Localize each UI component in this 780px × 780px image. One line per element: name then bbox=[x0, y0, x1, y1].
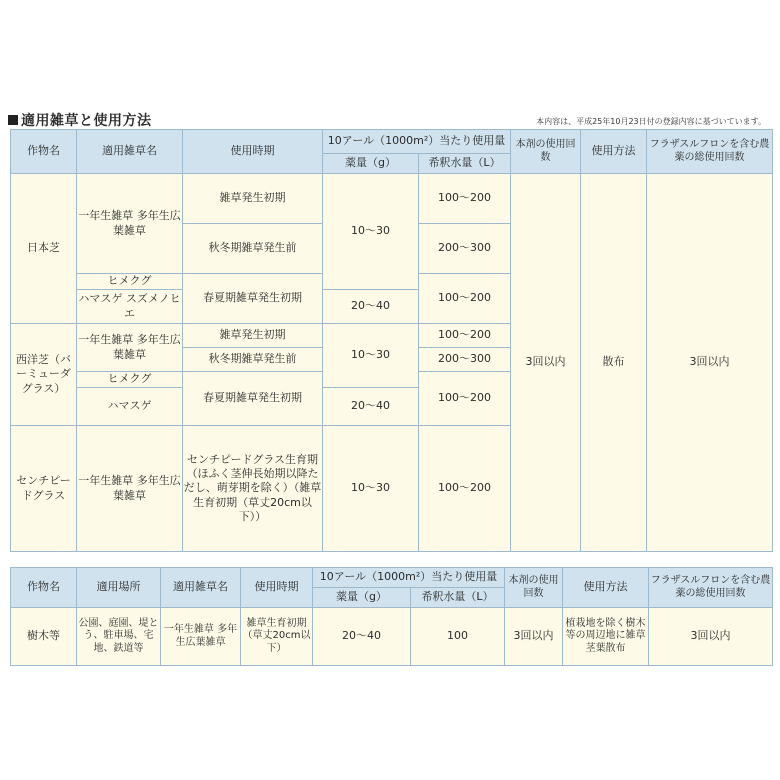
header-dose: 薬量（g） bbox=[323, 154, 419, 174]
timing-early: 雑草発生初期 bbox=[183, 174, 323, 224]
weed-annual-broad: 一年生雑草 多年生広葉雑草 bbox=[77, 324, 183, 372]
header-weeds: 適用雑草名 bbox=[77, 130, 183, 174]
weed-hamasuge: ハマスゲ bbox=[77, 388, 183, 426]
usage-method: 植栽地を除く樹木等の周辺地に雑草茎葉散布 bbox=[563, 608, 649, 666]
water-100-200: 100〜200 bbox=[419, 324, 511, 348]
weed-himekugu: ヒメクグ bbox=[77, 372, 183, 388]
header-total: フラザスルフロンを含む農薬の総使用回数 bbox=[647, 130, 773, 174]
dose-10-30: 10〜30 bbox=[323, 426, 419, 552]
usage-count: 3回以内 bbox=[505, 608, 563, 666]
dose-20-40: 20〜40 bbox=[323, 388, 419, 426]
dose-10-30: 10〜30 bbox=[323, 174, 419, 290]
dose-10-30: 10〜30 bbox=[323, 324, 419, 388]
timing-early-growth: 雑草生育初期（草丈20cm以下） bbox=[241, 608, 313, 666]
timing-centipede: センチピードグラス生育期（ほふく茎伸長始期以降ただし、萌芽期を除く）（雑草生育初期（草丈20cm以下）） bbox=[183, 426, 323, 552]
total-usage-count: 3回以内 bbox=[647, 174, 773, 552]
header-water: 希釈水量（L） bbox=[411, 588, 505, 608]
header-weeds: 適用雑草名 bbox=[161, 568, 241, 608]
header-count: 本剤の使用回数 bbox=[511, 130, 581, 174]
square-bullet-icon bbox=[8, 115, 18, 125]
registration-note: 本内容は、平成25年10月23日付の登録内容に基づいています。 bbox=[536, 117, 766, 126]
weed-usage-table-trees bbox=[10, 567, 773, 666]
header-water: 希釈水量（L） bbox=[419, 154, 511, 174]
weed-annual-broad: 一年生雑草 多年生広葉雑草 bbox=[77, 174, 183, 274]
header-dose: 薬量（g） bbox=[313, 588, 411, 608]
weed-annual-broad: 一年生雑草 多年生広葉雑草 bbox=[77, 426, 183, 552]
water-100: 100 bbox=[411, 608, 505, 666]
timing-autumn-winter: 秋冬期雑草発生前 bbox=[183, 348, 323, 372]
dose-20-40: 20〜40 bbox=[313, 608, 411, 666]
timing-autumn-winter: 秋冬期雑草発生前 bbox=[183, 224, 323, 274]
dose-20-40: 20〜40 bbox=[323, 290, 419, 324]
crop-nihonshiba: 日本芝 bbox=[11, 174, 77, 324]
water-200-300: 200〜300 bbox=[419, 348, 511, 372]
weed-annual-broad: 一年生雑草 多年生広葉雑草 bbox=[161, 608, 241, 666]
timing-spring-summer: 春夏期雑草発生初期 bbox=[183, 274, 323, 324]
header-crop: 作物名 bbox=[11, 568, 77, 608]
header-method: 使用方法 bbox=[563, 568, 649, 608]
water-100-200: 100〜200 bbox=[419, 372, 511, 426]
header-per10a: 10アール（1000m²）当たり使用量 bbox=[323, 130, 511, 154]
timing-spring-summer: 春夏期雑草発生初期 bbox=[183, 372, 323, 426]
water-100-200: 100〜200 bbox=[419, 174, 511, 224]
header-count: 本剤の使用回数 bbox=[505, 568, 563, 608]
weed-himekugu: ヒメクグ bbox=[77, 274, 183, 290]
water-200-300: 200〜300 bbox=[419, 224, 511, 274]
weed-usage-table-turf bbox=[10, 129, 773, 552]
header-per10a: 10アール（1000m²）当たり使用量 bbox=[313, 568, 505, 588]
section-title: 適用雑草と使用方法 bbox=[8, 110, 152, 130]
timing-early: 雑草発生初期 bbox=[183, 324, 323, 348]
usage-method: 散布 bbox=[581, 174, 647, 552]
place-list: 公園、庭園、堤とう、駐車場、宅地、鉄道等 bbox=[77, 608, 161, 666]
weed-hamasuge-suzume: ハマスゲ スズメノヒエ bbox=[77, 290, 183, 324]
water-100-200: 100〜200 bbox=[419, 274, 511, 324]
crop-centipede: センチピードグラス bbox=[11, 426, 77, 552]
header-timing: 使用時期 bbox=[183, 130, 323, 174]
usage-count: 3回以内 bbox=[511, 174, 581, 552]
crop-jumoku: 樹木等 bbox=[11, 608, 77, 666]
total-usage-count: 3回以内 bbox=[649, 608, 773, 666]
header-total: フラザスルフロンを含む農薬の総使用回数 bbox=[649, 568, 773, 608]
header-crop: 作物名 bbox=[11, 130, 77, 174]
header-method: 使用方法 bbox=[581, 130, 647, 174]
crop-seiyoshiba: 西洋芝（バーミューダグラス） bbox=[11, 324, 77, 426]
water-100-200: 100〜200 bbox=[419, 426, 511, 552]
header-timing: 使用時期 bbox=[241, 568, 313, 608]
header-place: 適用場所 bbox=[77, 568, 161, 608]
